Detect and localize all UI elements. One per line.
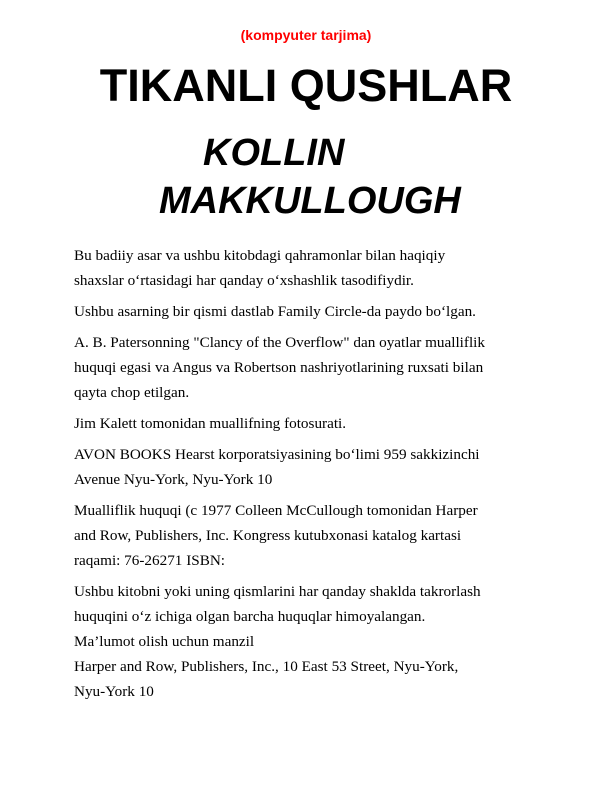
text-line: Bu badiiy asar va ushbu kitobdagi qahramonlar bilan haqiqiy [74, 247, 446, 264]
text-line: Nyu-York 10 [74, 683, 154, 700]
text-line: Avenue Nyu-York, Nyu-York 10 [74, 471, 273, 488]
paragraph-disclaimer [74, 243, 544, 293]
paragraph-verses-credit [74, 330, 544, 405]
text-line: Ma’lumot olish uchun manzil [74, 633, 255, 650]
text-line: huquqini o‘z ichiga olgan barcha huquqlar himoyalangan. [74, 608, 426, 625]
translation-note: (kompyuter tarjima) [240, 27, 372, 43]
text-line: Harper and Row, Publishers, Inc., 10 East 53 Street, Nyu-York, [74, 658, 459, 675]
book-title: TIKANLI QUSHLAR [99, 60, 513, 111]
author-first-name: KOLLIN [203, 132, 345, 174]
text-line: Mualliflik huquqi (c 1977 Colleen McCullough tomonidan Harper [74, 502, 478, 519]
text-line: and Row, Publishers, Inc. Kongress kutubxonasi katalog kartasi [74, 527, 462, 544]
text-line: Jim Kalett tomonidan muallifning fotosurati. [74, 415, 347, 432]
paragraph-first-published [74, 299, 544, 324]
text-line: huquqi egasi va Angus va Robertson nashriyotlarining ruxsati bilan [74, 359, 484, 376]
copyright-text [74, 243, 544, 704]
text-line: qayta chop etilgan. [74, 384, 190, 401]
paragraph-rights [74, 579, 544, 704]
paragraph-copyright [74, 498, 544, 573]
author-last-name: MAKKULLOUGH [159, 180, 461, 222]
text-line: A. B. Patersonning "Clancy of the Overflow" dan oyatlar mualliflik [74, 334, 485, 351]
paragraph-photo-credit [74, 411, 544, 436]
text-line: raqami: 76-26271 ISBN: [74, 552, 226, 569]
text-line: Ushbu asarning bir qismi dastlab Family Circle-da paydo bo‘lgan. [74, 303, 476, 320]
paragraph-publisher [74, 442, 544, 492]
text-line: AVON BOOKS Hearst korporatsiyasining bo‘limi 959 sakkizinchi [74, 446, 480, 463]
text-line: shaxslar o‘rtasidagi har qanday o‘xshashlik tasodifiydir. [74, 272, 414, 289]
text-line: Ushbu kitobni yoki uning qismlarini har qanday shaklda takrorlash [74, 583, 481, 600]
